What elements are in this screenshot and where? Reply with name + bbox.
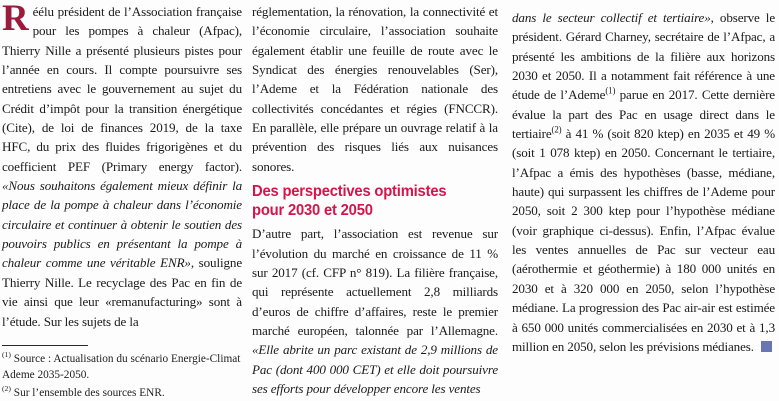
text-column-2 — [248, 0, 506, 401]
forecast-text-part-3: à 41 % (soit 820 ktep) en 2035 et 49 % (soit 1 078 ktep) en 2050. Concernant le tertiaire, l’Afpac a émis des hypothèses (basse, médiane, haute) qui surpassent les chiffres de l’Ademe pour 2050, soit 2 300 ktep pour l’hypothèse médiane (voir graphique ci-dessus). Enfin, l’Afpac évalue les ventes annuelles de Pac sur vecteur eau (aérothermie et géothermie) à 180 000 unités en 2030 et à 320 000 en 2050, selon l’hypothèse médiane. La progression des Pac air-air est estimée à 650 000 unités commercialisées en 2030 et à 1,3 million en 2050, selon les prévisions médianes. — [512, 126, 775, 354]
forecast-text-part-2: parue en 2017. Cette dernière évalue la part des Pac en usage direct dans le tertiaire — [512, 87, 775, 142]
drop-cap-letter: R — [2, 0, 29, 39]
footnote-1-marker: (1) — [2, 350, 11, 360]
footnote-2-text: Sur l’ensemble des sources ENR. — [13, 386, 165, 399]
text-column-3 — [506, 0, 779, 401]
market-paragraph-text: D’autre part, l’association est revenue sur l’évolution du marché en croissance de 11 % sur 2017 (cf. CFP n° 819). La filière française, qui représente actuellement 2,8 milliards d’euros de chiffre d’affaires, reste le premier marché européen, talonnée par l’Allemagne. — [252, 226, 498, 338]
footnote-2 — [2, 386, 242, 401]
footnote-separator-rule — [2, 345, 88, 347]
end-of-article-marker — [761, 341, 772, 352]
pull-quote-market-end: dans le secteur collectif et tertiaire» — [512, 10, 711, 25]
lead-paragraph-end: , souligne Thierry Nille. Le recyclage des Pac en fin de vie ainsi que leur «remanufacturing» sont à l’étude. Sur les sujets de la — [2, 255, 243, 329]
pull-quote-market-start: «Elle abrite un parc existant de 2,9 millions de Pac (dont 400 000 CET) et elle doit poursuivre ses efforts pour développer encore les ventes — [252, 342, 498, 397]
forecast-text-part-1: , observe le président. Gérard Charney, secrétaire de l’Afpac, a présenté les ambitions de la filière aux horizons 2030 et 2050. Il a notamment fait référence à une étude de l’Ademe — [512, 10, 775, 103]
footnote-1-text: Source : Actualisation du scénario Energie-Climat Ademe 2035-2050. — [2, 353, 241, 381]
section-subheading-line-1: Des perspectives optimistes — [252, 183, 447, 201]
pull-quote-president: «Nous souhaitons également mieux définir la place de la pompe à chaleur dans l’économie circulaire et continuer à obtenir le soutien des pouvoirs publics en présentant la pompe à chaleur comme une véritable ENR» — [2, 178, 242, 271]
forecast-paragraph — [512, 8, 775, 356]
lead-paragraph — [2, 2, 242, 331]
paragraph-continuation: réglementation, la rénovation, la connectivité et l’économie circulaire, l’association souhaite également établir une feuille de route avec le Syndicat des énergies renouvelables (Ser), l’Ademe et la Fédération nationale des collectivités concédantes et régies (FNCCR). En parallèle, elle prépare un ouvrage relatif à la prévention des risques liés aux nuisances sonores. — [252, 4, 498, 174]
market-paragraph — [252, 224, 498, 398]
section-subheading — [252, 183, 488, 220]
footnotes-block — [2, 345, 242, 401]
section-subheading-line-2: pour 2030 et 2050 — [252, 201, 373, 219]
footnote-1 — [2, 352, 242, 382]
footnote-ref-1: (1) — [605, 86, 616, 97]
footnote-ref-2: (2) — [551, 124, 562, 135]
text-column-1 — [0, 0, 248, 401]
footnote-2-marker: (2) — [2, 384, 11, 394]
lead-paragraph-start: éélu président de l’Association française pour les pompes à chaleur (Afpac), Thierry Nille a présenté plusieurs pistes pour l’année en cours. Il compte poursuivre ses entretiens avec le gouvernement au sujet du Crédit d’impôt pour la transition énergétique (Cite), de loi de finances 2019, de la taxe HFC, du prix des fluides frigorigènes et du coefficient PEF (Primary energy factor). — [2, 4, 242, 174]
